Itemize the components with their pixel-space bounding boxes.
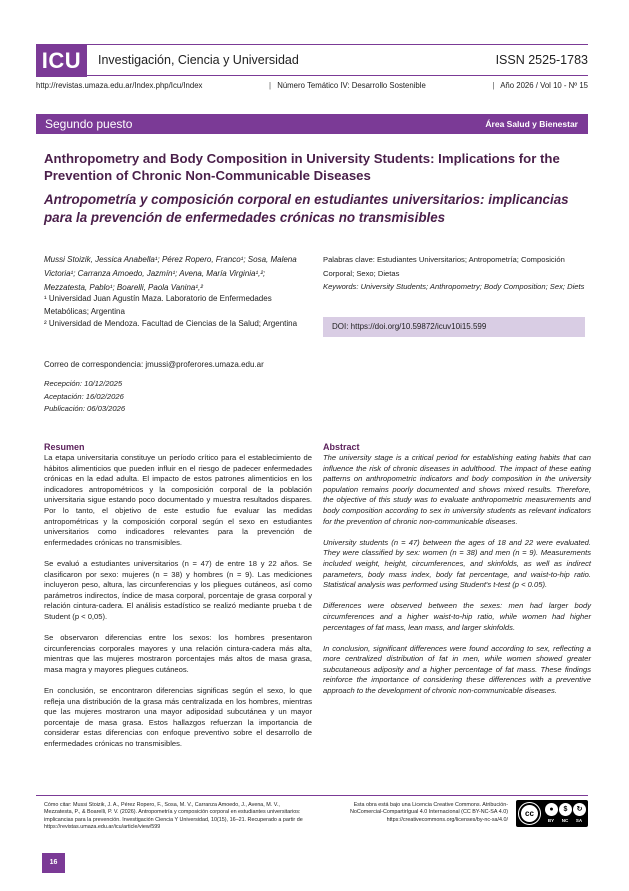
issn: ISSN 2525-1783 <box>495 53 588 67</box>
thematic-issue: Número Temático IV: Desarrollo Sostenible <box>277 81 426 90</box>
keywords-en-label: Keywords: <box>323 282 359 291</box>
abstract-paragraph: Differences were observed between the sexes: men had larger body circumferences and a higher waist-to-hip ratio, while women had higher percentages of fat mass, lean mass, and larger skinfolds. <box>323 601 591 632</box>
page-number: 16 <box>42 853 65 873</box>
accepted-date: Aceptación: 16/02/2026 <box>44 391 124 401</box>
no-dollar-icon: $ <box>559 803 572 816</box>
abstract-paragraph: University students (n = 47) between the ages of 18 and 22 were evaluated. They were classified by sex: women (n = 38) and men (n = 9). Measurements included weight, height, circumferences, and skinfolds, as well as indirect parameters, body mass index, body fat percentage, and waist-to-hip ratio. Statistical analysis was performed using Student's t-test (p < 0.05). <box>323 537 591 590</box>
received-date: Recepción: 10/12/2025 <box>44 379 123 388</box>
citation-text: Cómo citar: Mussi Stoizik, J. A., Pérez Ropero, F., Sosa, M. V., Carranza Amoedo, J., Avena, M. V., Mezzatesta, P., & Boarelli, P. V. (2026). Antropometría y composición corporal en estudiantes universitarios: implicancias para la prevención. Investigación Ciencia Y Universidad, 10(15), 16–21. Recuperado a partir de https://revistas.umaza.edu.ar/icu/article/view/599 <box>44 802 303 831</box>
issue-meta-line <box>36 81 588 90</box>
affiliation-item: ¹ Universidad Juan Agustín Maza. Laboratorio de Enfermedades Metabólicas; Argentina <box>44 294 272 316</box>
share-alike-icon: ↻ <box>573 803 586 816</box>
article-title-english: Anthropometry and Body Composition in University Students: Implications for the Prevention of Chronic Non-Communicable Diseases <box>44 151 560 183</box>
nc-label: NC <box>561 818 569 823</box>
abstract-paragraph: The university stage is a critical period for establishing eating habits that can influence the risk of chronic diseases in adulthood. The impact of these eating patterns on anthropometric indicators and body composition in the university population remains poorly documented and shows mixed results. Therefore, the objective of this study was to evaluate anthropometric measurements and body composition according to sex in university students as relevant indicators for the prevention of chronic non-communicable diseases. <box>323 453 591 526</box>
separator: | <box>492 81 495 90</box>
page-footer <box>36 795 588 831</box>
author-list: Mussi Stoizik, Jessica Anabella¹; Pérez Ropero, Franco¹; Sosa, Malena Victoria¹; Carranza Amoedo, Jazmín¹; Avena, María Virginia¹,²; Mezzatesta, Pablo¹; Boarelli, Paola Vanina¹,² <box>44 255 297 292</box>
resumen-section <box>44 442 312 760</box>
resumen-paragraph: Se observaron diferencias entre los sexos: los hombres presentaron circunferencias corporales mayores y una relación cintura-cadera más alta, mientras que las mujeres mostraron porcentajes más altos de masa grasa, masa magra y mayores pliegues cutáneos. <box>44 633 312 674</box>
abstract-section <box>323 442 591 707</box>
creative-commons-badge[interactable] <box>516 800 588 827</box>
sa-label: SA <box>575 818 583 823</box>
area-label: Área Salud y Bienestar <box>485 119 578 129</box>
article-title-spanish: Antropometría y composición corporal en estudiantes universitarios: implicancias para la prevención de enfermedades crónicas no transmisibles <box>44 192 569 225</box>
abstract-paragraph: In conclusion, significant differences were found according to sex, reflecting a more centralized distribution of fat in men, while women showed greater subcutaneous adiposity and a higher percentage of fat mass. These findings reinforce the importance of considering these differences with a preventive approach to the development of chronic non-communicable diseases. <box>323 643 591 696</box>
abstract-heading: Abstract <box>323 442 360 452</box>
section-label: Segundo puesto <box>45 117 133 131</box>
correspondence-email: Correo de correspondencia: jmussi@proferores.umaza.edu.ar <box>44 360 264 369</box>
keywords-block <box>323 253 585 294</box>
section-band <box>36 114 588 134</box>
journal-name: Investigación, Ciencia y Universidad <box>98 53 299 67</box>
keywords-es-label: Palabras clave: <box>323 255 375 264</box>
doi-link[interactable]: DOI: https://doi.org/10.59872/icuv10i15.599 <box>323 317 585 337</box>
affiliations <box>44 293 306 331</box>
journal-url-link[interactable]: http://revistas.umaza.edu.ar/Index.php/Icu/Index <box>36 81 203 90</box>
publication-dates <box>44 378 125 416</box>
cc-logo-icon: cc <box>519 803 540 824</box>
resumen-paragraph: Se evaluó a estudiantes universitarios (n = 47) de entre 18 y 22 años. Se clasificaron por sexo: mujeres (n = 38) y hombres (n = 9). Las mediciones incluyeron peso, altura, las circunferencias y los pliegues cutáneos, así como parámetros indirectos, índice de masa corporal, porcentaje de grasa corporal y relación cintura-cadera. El análisis estadístico se realizó mediante prueba t de Student (p < 0,05). <box>44 558 312 621</box>
volume-info: Año 2026 / Vol 10 - Nº 15 <box>500 81 588 90</box>
published-date: Publicación: 06/03/2026 <box>44 404 126 413</box>
keywords-es: Estudiantes Universitarios; Antropometría; Composición Corporal; Sexo; Dietas <box>323 255 565 278</box>
by-label: BY <box>547 818 555 823</box>
keywords-en: University Students; Anthropometry; Body Composition; Sex; Diets <box>360 282 585 291</box>
journal-header <box>36 44 588 76</box>
person-icon: ● <box>545 803 558 816</box>
affiliation-item: ² Universidad de Mendoza. Facultad de Ciencias de la Salud; Argentina <box>44 319 298 328</box>
license-text: Esta obra está bajo una Licencia Creative Commons. Atribución-NoComercial-CompartirIgual 4.0 Internacional (CC BY-NC-SA 4.0) https://creativecommons.org/licenses/by-nc-sa/4.0/ <box>350 802 508 823</box>
resumen-paragraph: En conclusión, se encontraron diferencias significas según el sexo, lo que refleja una distribución de la grasa más centralizada en los hombres, mientras que las mujeres mostraron una mayor adiposidad subcutánea y un mayor porcentaje de masa grasa. Estos hallazgos refuerzan la importancia de considerar estas diferencias con enfoque preventivo sobre el desarrollo de enfermedades crónicas no transmisibles. <box>44 686 312 749</box>
resumen-paragraph: La etapa universitaria constituye un período crítico para el establecimiento de hábitos alimenticios que pueden influir en el riesgo de padecer enfermedades crónicas en la edad adulta. El impacto de estos patrones alimenticios en los indicadores antropométricos y la composición corporal de la población universitaria sigue estando poco documentado y muestra resultados dispares. Por lo tanto, el objetivo de este estudio fue evaluar las medidas antropométricas y la composición corporal según el sexo en estudiantes universitarios como indicadores relevantes para la prevención de enfermedades crónicas no transmisibles. <box>44 453 312 547</box>
resumen-heading: Resumen <box>44 442 85 452</box>
journal-logo: ICU <box>36 44 87 77</box>
separator: | <box>269 81 272 90</box>
